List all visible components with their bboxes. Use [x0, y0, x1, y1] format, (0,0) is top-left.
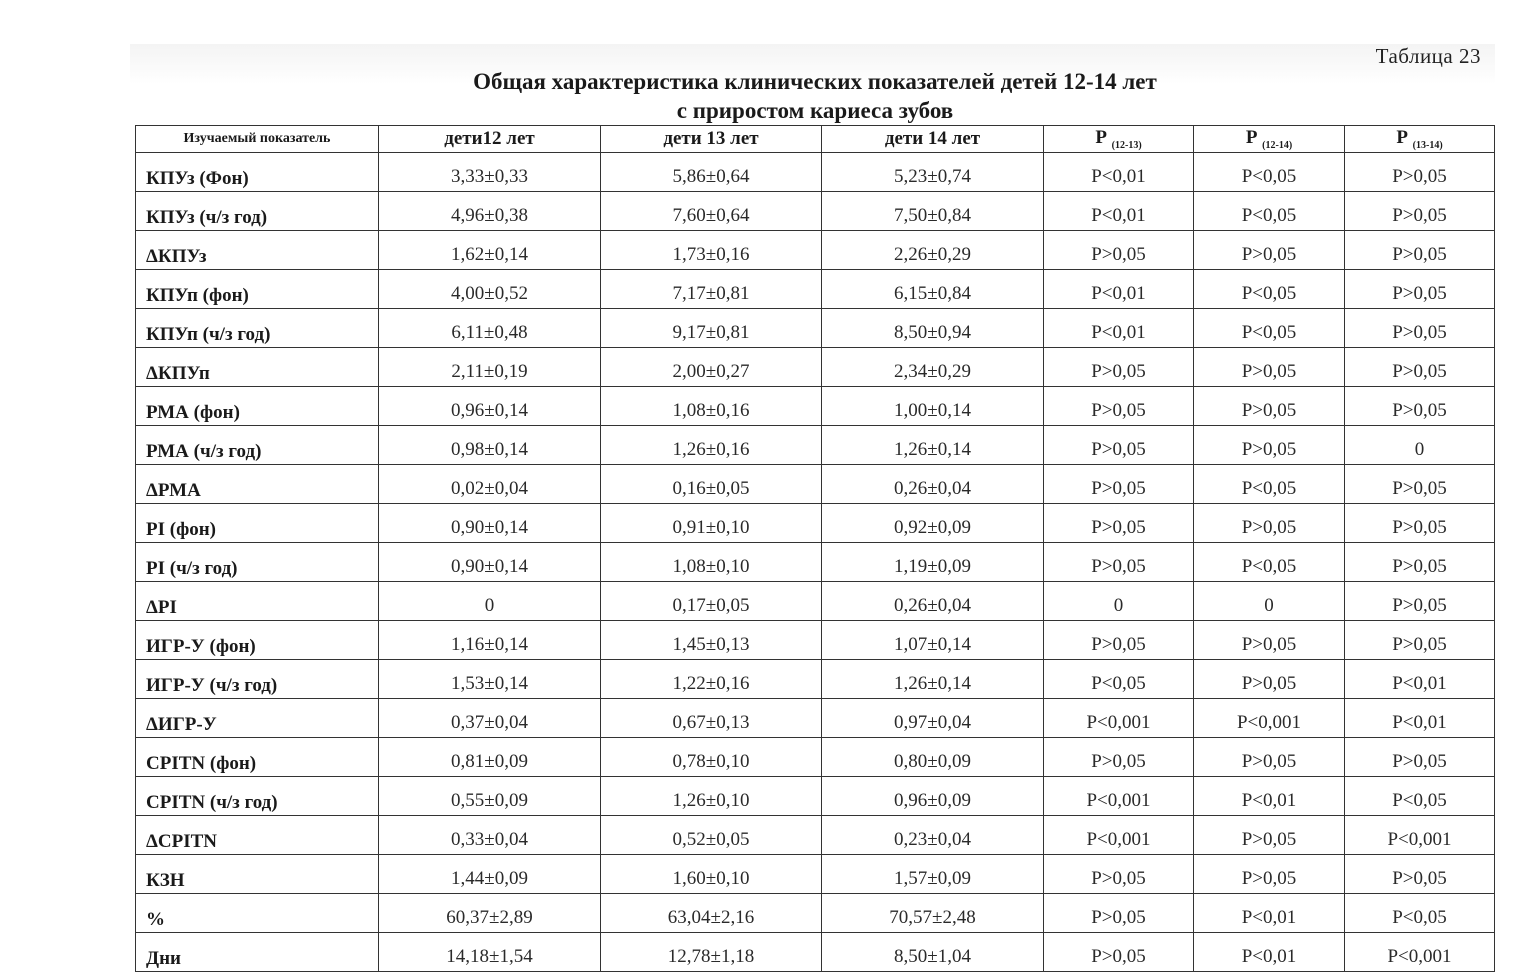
p-value-13-14: Р<0,001: [1345, 816, 1495, 855]
indicator-name: РМА (ч/з год): [136, 426, 379, 465]
value-age-12: 14,18±1,54: [379, 933, 601, 972]
indicators-table: [135, 125, 1495, 972]
value-age-12: 4,00±0,52: [379, 270, 601, 309]
p-value-12-14: Р>0,05: [1194, 660, 1345, 699]
p-value-12-13: Р>0,05: [1044, 231, 1194, 270]
table-row: [136, 387, 1495, 426]
table-header-row: [136, 126, 1495, 153]
value-age-12: 1,53±0,14: [379, 660, 601, 699]
p-value-12-14: Р<0,01: [1194, 777, 1345, 816]
value-age-13: 1,45±0,13: [601, 621, 822, 660]
indicator-name: ИГР-У (ч/з год): [136, 660, 379, 699]
value-age-12: 3,33±0,33: [379, 153, 601, 192]
p-value-12-14: Р<0,05: [1194, 309, 1345, 348]
value-age-14: 8,50±0,94: [822, 309, 1044, 348]
value-age-12: 1,44±0,09: [379, 855, 601, 894]
p-value-13-14: Р<0,05: [1345, 894, 1495, 933]
header-p-12-13: [1044, 126, 1194, 153]
value-age-12: 0,55±0,09: [379, 777, 601, 816]
p-value-12-13: Р>0,05: [1044, 894, 1194, 933]
indicator-name: %: [136, 894, 379, 933]
value-age-12: 2,11±0,19: [379, 348, 601, 387]
table-row: [136, 816, 1495, 855]
p-value-12-14: Р>0,05: [1194, 738, 1345, 777]
value-age-14: 0,26±0,04: [822, 465, 1044, 504]
p-value-12-13: Р<0,01: [1044, 270, 1194, 309]
value-age-12: 0,37±0,04: [379, 699, 601, 738]
table-row: [136, 504, 1495, 543]
indicator-name: КПУп (фон): [136, 270, 379, 309]
indicator-name: CPITN (фон): [136, 738, 379, 777]
value-age-13: 0,67±0,13: [601, 699, 822, 738]
indicator-name: КЗН: [136, 855, 379, 894]
p-value-13-14: Р<0,01: [1345, 660, 1495, 699]
p-value-12-14: Р<0,05: [1194, 543, 1345, 582]
header-age-13: [601, 126, 822, 153]
p-value-12-13: Р<0,001: [1044, 699, 1194, 738]
p-value-12-14: Р<0,05: [1194, 192, 1345, 231]
header-age-12: [379, 126, 601, 153]
value-age-14: 0,80±0,09: [822, 738, 1044, 777]
value-age-12: 0,02±0,04: [379, 465, 601, 504]
value-age-14: 1,07±0,14: [822, 621, 1044, 660]
table-row: [136, 855, 1495, 894]
p-value-13-14: Р>0,05: [1345, 855, 1495, 894]
p-value-13-14: 0: [1345, 426, 1495, 465]
p-value-12-14: Р<0,01: [1194, 894, 1345, 933]
p-value-13-14: Р>0,05: [1345, 621, 1495, 660]
p-value-12-13: Р>0,05: [1044, 348, 1194, 387]
p-value-12-14: Р>0,05: [1194, 504, 1345, 543]
indicator-name: ΔКПУп: [136, 348, 379, 387]
value-age-12: 0,98±0,14: [379, 426, 601, 465]
p-value-12-14: Р>0,05: [1194, 855, 1345, 894]
value-age-14: 0,97±0,04: [822, 699, 1044, 738]
indicator-name: ΔCPITN: [136, 816, 379, 855]
value-age-14: 1,00±0,14: [822, 387, 1044, 426]
indicator-name: КПУз (Фон): [136, 153, 379, 192]
value-age-13: 1,26±0,16: [601, 426, 822, 465]
value-age-13: 0,52±0,05: [601, 816, 822, 855]
value-age-14: 0,96±0,09: [822, 777, 1044, 816]
value-age-14: 0,92±0,09: [822, 504, 1044, 543]
indicator-name: РМА (фон): [136, 387, 379, 426]
value-age-12: 0,90±0,14: [379, 543, 601, 582]
indicator-name: ИГР-У (фон): [136, 621, 379, 660]
p-value-12-13: Р>0,05: [1044, 543, 1194, 582]
table-row: [136, 738, 1495, 777]
header-subscript: (13-14): [1412, 139, 1443, 151]
header-label: Р: [1095, 127, 1112, 149]
value-age-13: 5,86±0,64: [601, 153, 822, 192]
header-indicator: [136, 126, 379, 153]
p-value-12-14: Р<0,05: [1194, 153, 1345, 192]
header-subscript: (12-13): [1111, 139, 1142, 151]
header-label: Р: [1245, 127, 1263, 149]
p-value-12-13: Р<0,01: [1044, 153, 1194, 192]
p-value-12-13: Р>0,05: [1044, 387, 1194, 426]
value-age-12: 0: [379, 582, 601, 621]
indicator-name: CPITN (ч/з год): [136, 777, 379, 816]
table-row: [136, 621, 1495, 660]
value-age-14: 1,57±0,09: [822, 855, 1044, 894]
p-value-12-13: Р>0,05: [1044, 738, 1194, 777]
value-age-14: 70,57±2,48: [822, 894, 1044, 933]
table-row: [136, 153, 1495, 192]
p-value-13-14: Р>0,05: [1345, 231, 1495, 270]
p-value-12-13: 0: [1044, 582, 1194, 621]
table-number-label: Таблица 23: [1375, 44, 1481, 68]
value-age-13: 63,04±2,16: [601, 894, 822, 933]
indicator-name: Дни: [136, 933, 379, 972]
p-value-12-14: 0: [1194, 582, 1345, 621]
value-age-12: 0,81±0,09: [379, 738, 601, 777]
table-row: [136, 348, 1495, 387]
indicator-name: PI (фон): [136, 504, 379, 543]
p-value-13-14: Р>0,05: [1345, 504, 1495, 543]
value-age-12: 0,90±0,14: [379, 504, 601, 543]
value-age-13: 7,60±0,64: [601, 192, 822, 231]
value-age-14: 2,26±0,29: [822, 231, 1044, 270]
value-age-13: 0,16±0,05: [601, 465, 822, 504]
p-value-12-13: Р>0,05: [1044, 933, 1194, 972]
p-value-12-14: Р>0,05: [1194, 816, 1345, 855]
p-value-12-13: Р>0,05: [1044, 621, 1194, 660]
p-value-13-14: Р>0,05: [1345, 582, 1495, 621]
value-age-12: 1,62±0,14: [379, 231, 601, 270]
value-age-14: 7,50±0,84: [822, 192, 1044, 231]
p-value-12-13: Р<0,001: [1044, 777, 1194, 816]
p-value-13-14: Р>0,05: [1345, 387, 1495, 426]
table-body: [136, 153, 1495, 972]
header-label: Р: [1396, 127, 1413, 149]
value-age-13: 7,17±0,81: [601, 270, 822, 309]
indicator-name: PI (ч/з год): [136, 543, 379, 582]
p-value-13-14: Р>0,05: [1345, 465, 1495, 504]
p-value-13-14: Р>0,05: [1345, 543, 1495, 582]
value-age-13: 1,08±0,16: [601, 387, 822, 426]
table-row: [136, 933, 1495, 972]
indicator-name: КПУз (ч/з год): [136, 192, 379, 231]
header-label: дети 14 лет: [884, 128, 981, 149]
value-age-13: 1,22±0,16: [601, 660, 822, 699]
value-age-14: 8,50±1,04: [822, 933, 1044, 972]
table-row: [136, 231, 1495, 270]
p-value-12-13: Р<0,01: [1044, 309, 1194, 348]
table-row: [136, 309, 1495, 348]
header-p-12-14: [1194, 126, 1345, 153]
value-age-14: 0,23±0,04: [822, 816, 1044, 855]
p-value-13-14: Р>0,05: [1345, 192, 1495, 231]
p-value-12-13: Р>0,05: [1044, 465, 1194, 504]
p-value-13-14: Р<0,05: [1345, 777, 1495, 816]
header-age-14: [822, 126, 1044, 153]
table-row: [136, 582, 1495, 621]
p-value-12-14: Р>0,05: [1194, 231, 1345, 270]
p-value-12-14: Р<0,01: [1194, 933, 1345, 972]
value-age-14: 5,23±0,74: [822, 153, 1044, 192]
indicator-name: ΔИГР-У: [136, 699, 379, 738]
table-row: [136, 894, 1495, 933]
header-p-13-14: [1345, 126, 1495, 153]
table-title-line-2: с приростом кариеса зубов: [676, 98, 954, 123]
table-row: [136, 660, 1495, 699]
value-age-13: 9,17±0,81: [601, 309, 822, 348]
table-row: [136, 699, 1495, 738]
p-value-13-14: Р>0,05: [1345, 309, 1495, 348]
p-value-12-13: Р>0,05: [1044, 855, 1194, 894]
value-age-13: 2,00±0,27: [601, 348, 822, 387]
p-value-13-14: Р<0,001: [1345, 933, 1495, 972]
header-label: Изучаемый показатель: [183, 131, 331, 146]
p-value-13-14: Р>0,05: [1345, 270, 1495, 309]
value-age-14: 1,26±0,14: [822, 660, 1044, 699]
table-row: [136, 777, 1495, 816]
p-value-12-13: Р<0,01: [1044, 192, 1194, 231]
value-age-13: 0,17±0,05: [601, 582, 822, 621]
table-row: [136, 270, 1495, 309]
p-value-12-13: Р<0,05: [1044, 660, 1194, 699]
p-value-12-14: Р<0,001: [1194, 699, 1345, 738]
p-value-12-14: Р<0,05: [1194, 465, 1345, 504]
value-age-12: 60,37±2,89: [379, 894, 601, 933]
table-row: [136, 465, 1495, 504]
indicator-name: ΔКПУз: [136, 231, 379, 270]
value-age-14: 6,15±0,84: [822, 270, 1044, 309]
table-row: [136, 192, 1495, 231]
value-age-13: 0,91±0,10: [601, 504, 822, 543]
value-age-13: 1,08±0,10: [601, 543, 822, 582]
table-row: [136, 426, 1495, 465]
p-value-13-14: Р>0,05: [1345, 153, 1495, 192]
value-age-13: 12,78±1,18: [601, 933, 822, 972]
value-age-13: 0,78±0,10: [601, 738, 822, 777]
p-value-13-14: Р<0,01: [1345, 699, 1495, 738]
p-value-12-14: Р>0,05: [1194, 426, 1345, 465]
header-label: дети12 лет: [444, 128, 535, 149]
header-subscript: (12-14): [1262, 139, 1293, 151]
value-age-12: 0,33±0,04: [379, 816, 601, 855]
p-value-13-14: Р>0,05: [1345, 738, 1495, 777]
p-value-12-14: Р<0,05: [1194, 270, 1345, 309]
p-value-12-14: Р>0,05: [1194, 348, 1345, 387]
p-value-12-13: Р>0,05: [1044, 426, 1194, 465]
table-row: [136, 543, 1495, 582]
value-age-14: 1,19±0,09: [822, 543, 1044, 582]
value-age-14: 0,26±0,04: [822, 582, 1044, 621]
p-value-12-13: Р<0,001: [1044, 816, 1194, 855]
header-label: дети 13 лет: [663, 128, 759, 149]
table-title-line-1: Общая характеристика клинических показателей детей 12-14 лет: [473, 69, 1157, 94]
value-age-12: 1,16±0,14: [379, 621, 601, 660]
indicator-name: КПУп (ч/з год): [136, 309, 379, 348]
value-age-14: 2,34±0,29: [822, 348, 1044, 387]
value-age-12: 6,11±0,48: [379, 309, 601, 348]
value-age-12: 0,96±0,14: [379, 387, 601, 426]
value-age-13: 1,26±0,10: [601, 777, 822, 816]
p-value-12-14: Р>0,05: [1194, 387, 1345, 426]
value-age-13: 1,73±0,16: [601, 231, 822, 270]
indicator-name: ΔРМА: [136, 465, 379, 504]
p-value-13-14: Р>0,05: [1345, 348, 1495, 387]
indicator-name: ΔPI: [136, 582, 379, 621]
value-age-14: 1,26±0,14: [822, 426, 1044, 465]
p-value-12-14: Р>0,05: [1194, 621, 1345, 660]
value-age-12: 4,96±0,38: [379, 192, 601, 231]
value-age-13: 1,60±0,10: [601, 855, 822, 894]
p-value-12-13: Р>0,05: [1044, 504, 1194, 543]
